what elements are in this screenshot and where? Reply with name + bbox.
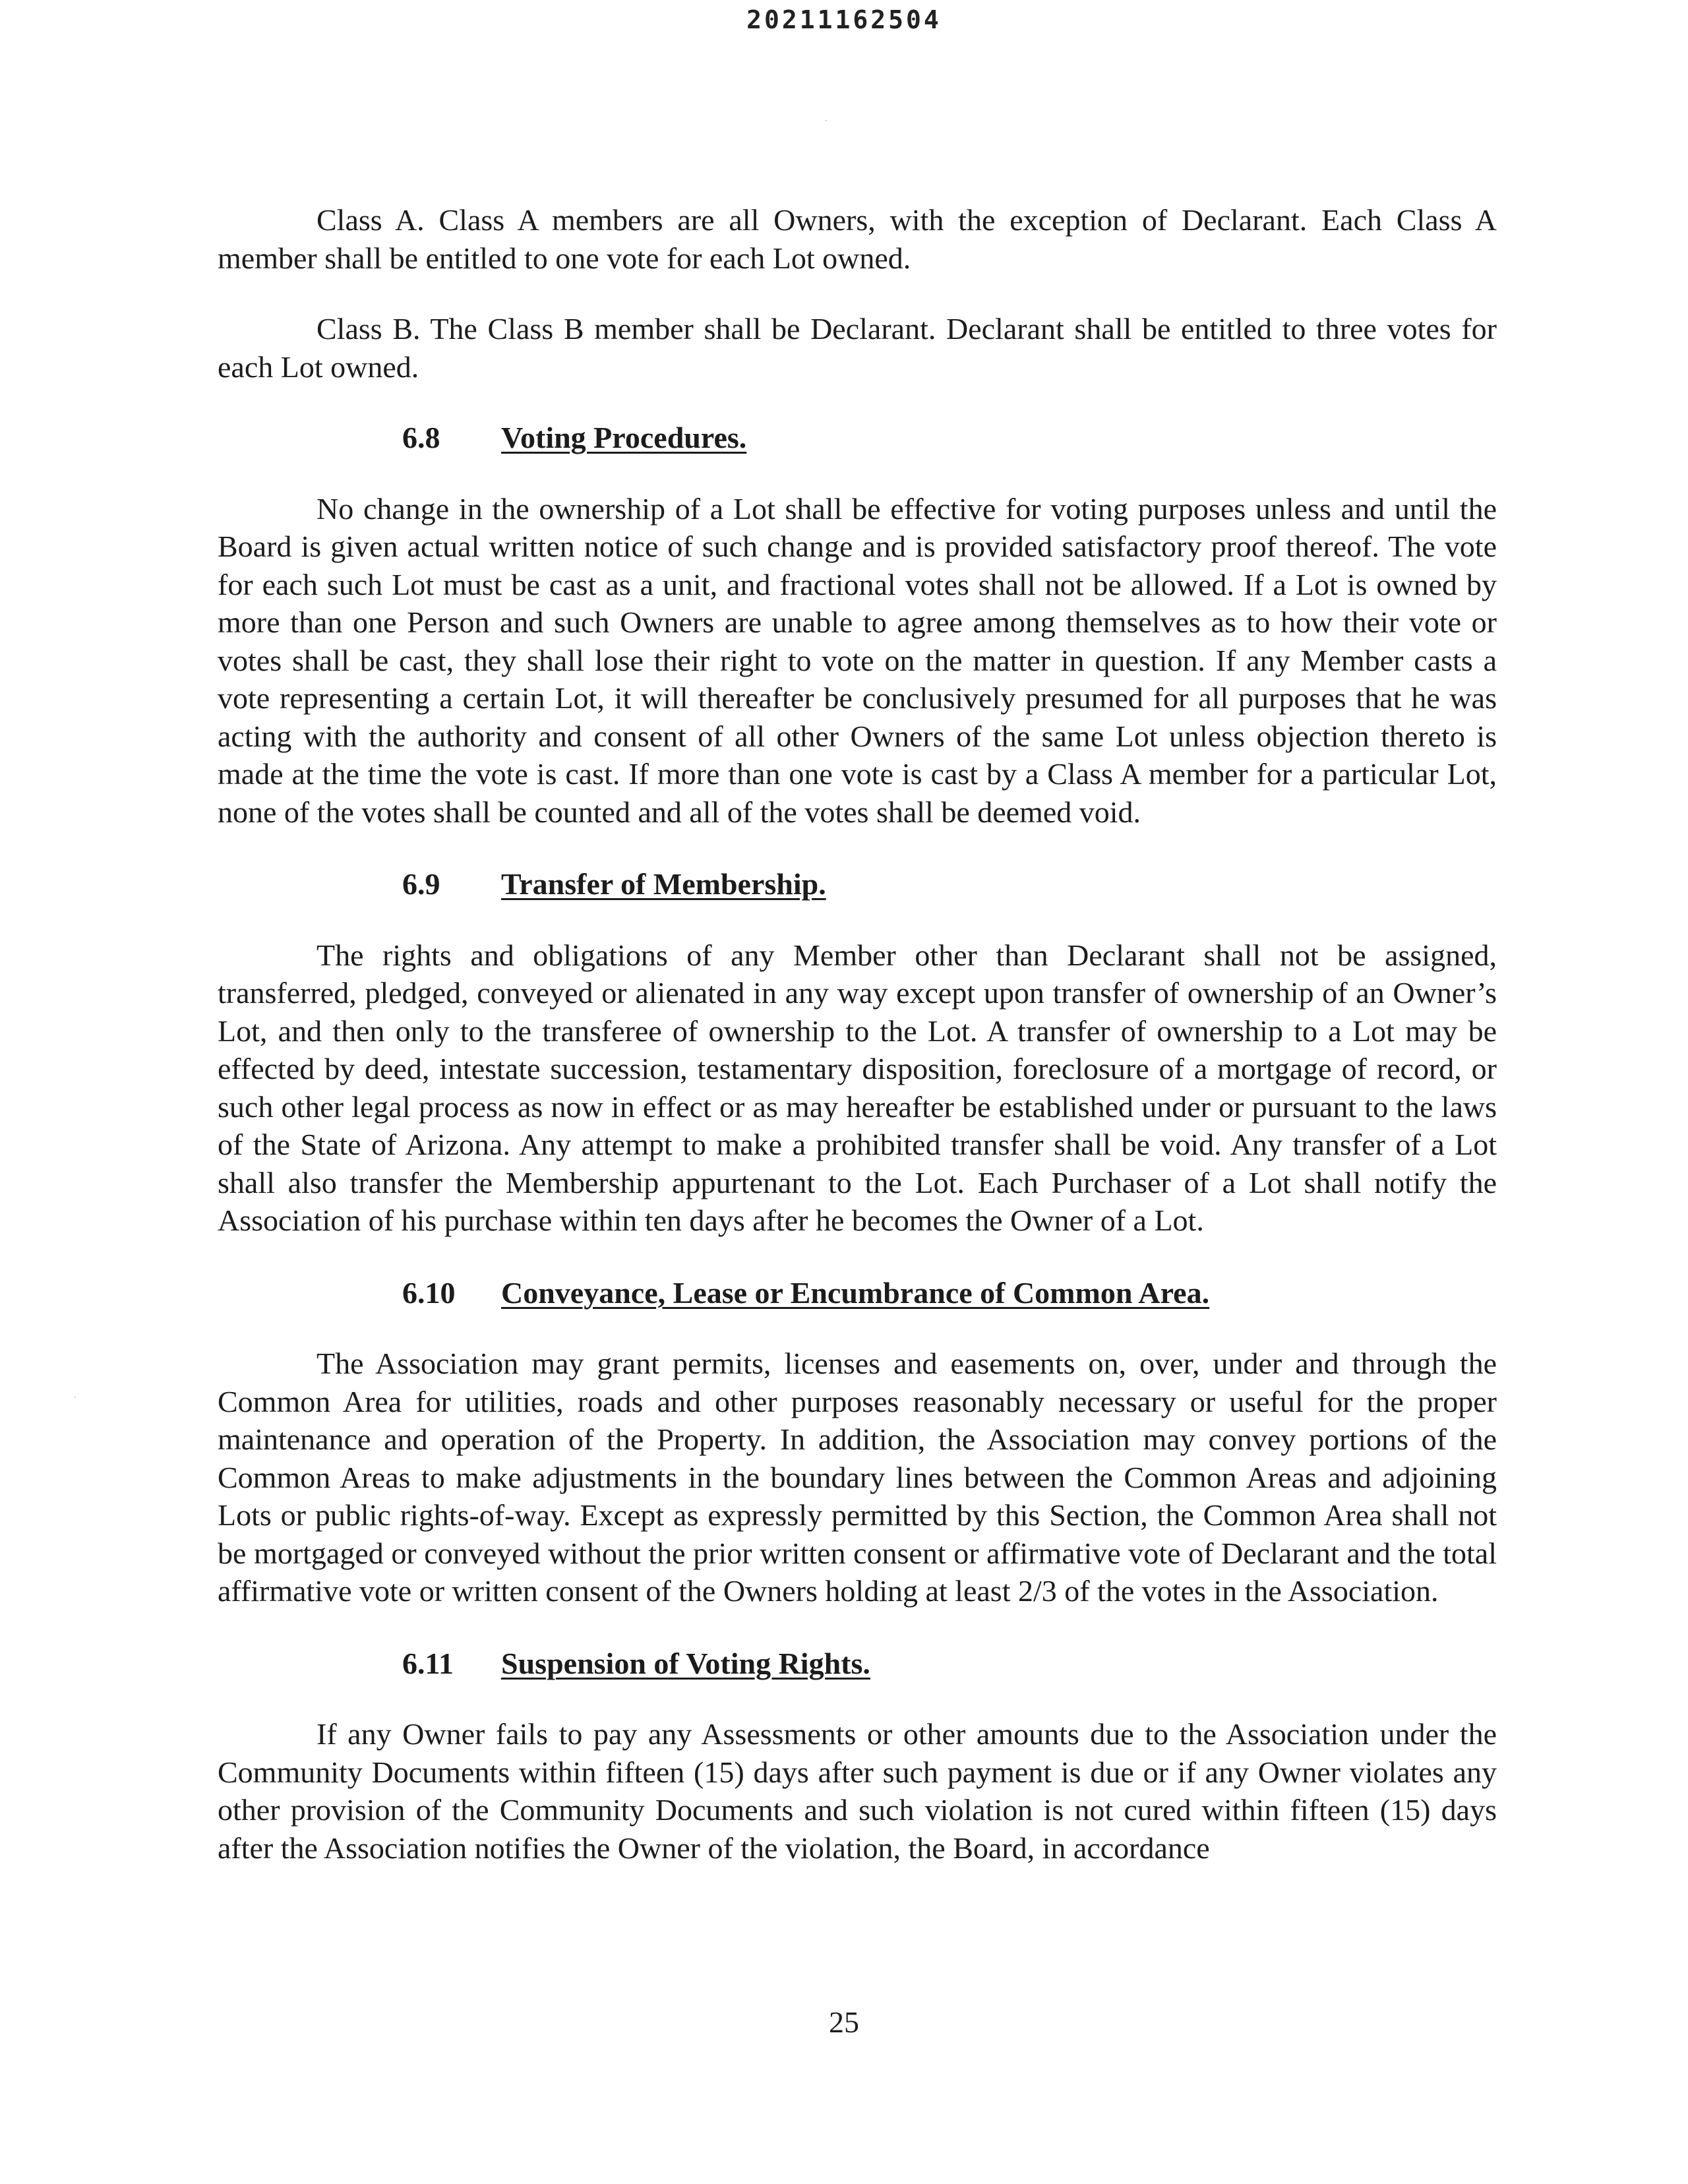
section-number: 6.11 bbox=[402, 1646, 454, 1680]
section-body-6-11: If any Owner fails to pay any Assessments or other amounts due to the Association under the Community Documents within fifteen (15) days after such payment is due or if any Owner violates any other provision of the Community Documents and such violation is not cured within fifteen (15) days after the Association notifies the Owner of the violation, the Board, in accordance bbox=[218, 1717, 1497, 1865]
section-number: 6.9 bbox=[402, 867, 440, 901]
section-heading-6-8 bbox=[218, 419, 1497, 457]
section-number: 6.10 bbox=[402, 1275, 456, 1310]
recording-number: 20211162504 bbox=[746, 5, 942, 34]
scan-speck bbox=[75, 1397, 76, 1398]
section-heading-6-9 bbox=[218, 865, 1497, 903]
page-number: 25 bbox=[829, 2005, 859, 2039]
section-body-6-8: No change in the ownership of a Lot shall be effective for voting purposes unless and until the Board is given actual written notice of such change and is provided satisfactory proof thereof. The vote for each such Lot must be cast as a unit, and fractional votes shall not be allowed. If a Lot is owned by more than one Person and such Owners are unable to agree among themselves as to how their vote or votes shall be cast, they shall lose their right to vote on the matter in question. If any Member casts a vote representing a certain Lot, it will thereafter be conclusively presumed for all purposes that he was acting with the authority and consent of all other Owners of the same Lot unless objection thereto is made at the time the vote is cast. If more than one vote is cast by a Class A member for a particular Lot, none of the votes shall be counted and all of the votes shall be deemed void. bbox=[218, 491, 1497, 829]
section-title: Suspension of Voting Rights. bbox=[501, 1646, 870, 1680]
section-title: Voting Procedures. bbox=[501, 421, 747, 454]
document-body bbox=[218, 201, 1497, 1867]
scan-speck bbox=[826, 120, 827, 121]
section-number: 6.8 bbox=[402, 421, 440, 454]
section-body-6-9: The rights and obligations of any Member other than Declarant shall not be assigned, transferred, pledged, conveyed or alienated in any way except upon transfer of ownership of an Owner’s Lot, and then only to the transferee of ownership to the Lot. A transfer of ownership to a Lot may be effected by deed, intestate succession, testamentary disposition, foreclosure of a mortgage of record, or such other legal process as now in effect or as may hereafter be established under or pursuant to the laws of the State of Arizona. Any attempt to make a prohibited transfer shall be void. Any transfer of a Lot shall also transfer the Membership appurtenant to the Lot. Each Purchaser of a Lot shall notify the Association of his purchase within ten days after he becomes the Owner of a Lot. bbox=[218, 938, 1497, 1237]
class-b-paragraph: Class B. The Class B member shall be Declarant. Declarant shall be entitled to three votes for each Lot owned. bbox=[218, 312, 1497, 384]
section-heading-6-11 bbox=[218, 1645, 1497, 1683]
section-title: Transfer of Membership. bbox=[501, 867, 826, 901]
section-heading-6-10 bbox=[218, 1274, 1497, 1312]
section-title: Conveyance, Lease or Encumbrance of Common Area. bbox=[501, 1275, 1210, 1310]
section-body-6-10: The Association may grant permits, licenses and easements on, over, under and through the Common Area for utilities, roads and other purposes reasonably necessary or useful for the proper maintenance and operation of the Property. In addition, the Association may convey portions of the Common Areas to make adjustments in the boundary lines between the Common Areas and adjoining Lots or public rights-of-way. Except as expressly permitted by this Section, the Common Area shall not be mortgaged or conveyed without the prior written consent or affirmative vote of Declarant and the total affirmative vote or written consent of the Owners holding at least 2/3 of the votes in the Association. bbox=[218, 1347, 1497, 1608]
class-a-paragraph: Class A. Class A members are all Owners, with the exception of Declarant. Each Class A member shall be entitled to one vote for each Lot owned. bbox=[218, 203, 1497, 275]
